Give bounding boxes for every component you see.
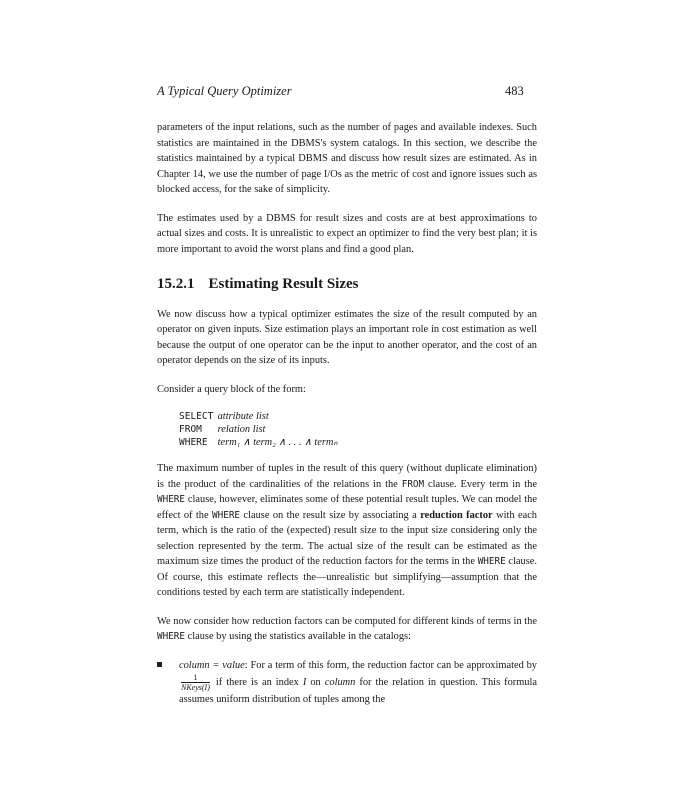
where-keyword-inline: WHERE (157, 494, 185, 505)
page-number: 483 (505, 84, 524, 98)
index-variable: I (302, 676, 307, 688)
paragraph-statistics-intro: parameters of the input relations, such as the number of pages and available indexes. Such statistics are maintained in the DBMS's system catalogs. In this section, we describe the statistics maintained by a typical DBMS and discuss how result sizes are estimated. As in Chapter 14, we use the number of page I/Os as the metric of cost and ignore issues such as blocked access, for the sake of simplicity. (157, 122, 537, 195)
bullet-square-icon (157, 662, 162, 667)
section-title: Estimating Result Sizes (208, 276, 359, 292)
text-segment: We now consider how reduction factors can be computed for different kinds of terms in the (157, 615, 537, 627)
paragraph-query-block-intro: Consider a query block of the form: (157, 383, 306, 395)
text-segment: clause by using the statistics available in the catalogs: (187, 631, 411, 642)
running-head-title: A Typical Query Optimizer (157, 84, 292, 98)
text-segment: : For a term of this form, the reduction factor can be approximated by (244, 659, 537, 671)
reduction-factor-term: reduction factor (420, 509, 493, 521)
code-line-from (179, 423, 537, 436)
text-segment: clause. Of course, this estimate reflects the—unrealistic but simplifying—assumption that the conditions tested by each term are statistically independent. (157, 556, 537, 598)
text-segment: on (310, 676, 321, 688)
from-argument: relation list (217, 424, 266, 435)
where-argument: term₁ ∧ term₂ ∧ . . . ∧ termₙ (217, 437, 338, 448)
paragraph-reduction-kinds (157, 614, 537, 645)
where-keyword-inline: WHERE (157, 631, 185, 642)
text-segment: clause, however, eliminates some of these potential result tuples. We can model the effect of the (157, 494, 537, 521)
code-line-where (179, 436, 537, 449)
code-line-select (179, 410, 537, 423)
fraction-denominator: NKeys(I) (181, 683, 210, 692)
term-column-equals-value: column = value (179, 659, 245, 671)
text-segment: The maximum number of tuples in the result of this query (without duplicate elimination) is the product of the cardinalities of the relations in the (157, 463, 537, 490)
paragraph-size-estimation: We now discuss how a typical optimizer estimates the size of the result computed by an operator on given inputs. Size estimation plays an important role in cost estimation as well because the output of one operator can be the input to another operator, and the cost of an operator depends on the size of its inputs. (157, 308, 537, 366)
where-keyword: WHERE (179, 437, 208, 448)
column-variable: column (324, 676, 356, 688)
text-segment: clause on the result size by associating a (243, 509, 417, 521)
fraction-numerator: 1 (181, 673, 210, 683)
bullet-column-equals-value (157, 658, 537, 708)
query-block-code (179, 410, 537, 449)
text-segment: with each term, which is the ratio of the (expected) result size to the input size considering only the selection represented by the term. The actual size of the result can be estimated as the maximum size times the product of the reduction factors for the terms in the (157, 509, 538, 567)
where-keyword-inline: WHERE (477, 556, 506, 567)
select-argument: attribute list (217, 411, 269, 422)
from-keyword-inline: FROM (401, 478, 425, 490)
where-keyword-inline: WHERE (212, 509, 241, 521)
text-segment: if there is an index (215, 676, 299, 688)
from-keyword: FROM (179, 424, 202, 435)
page-body (157, 120, 537, 708)
section-heading (157, 277, 537, 293)
text-segment: for the relation in question. This formula assumes uniform distribution of tuples among the (179, 676, 538, 705)
fraction-formula (181, 673, 210, 692)
select-keyword: SELECT (179, 411, 214, 422)
section-number: 15.2.1 (157, 276, 195, 292)
paragraph-reduction-factor (157, 461, 537, 601)
text-segment: clause. Every term in the (428, 478, 537, 490)
paragraph-estimates: The estimates used by a DBMS for result sizes and costs are at best approximations to actual sizes and costs. It is unrealistic to expect an optimizer to find the very best plan; it is more important to avoid the worst plans and find a good plan. (157, 212, 537, 255)
